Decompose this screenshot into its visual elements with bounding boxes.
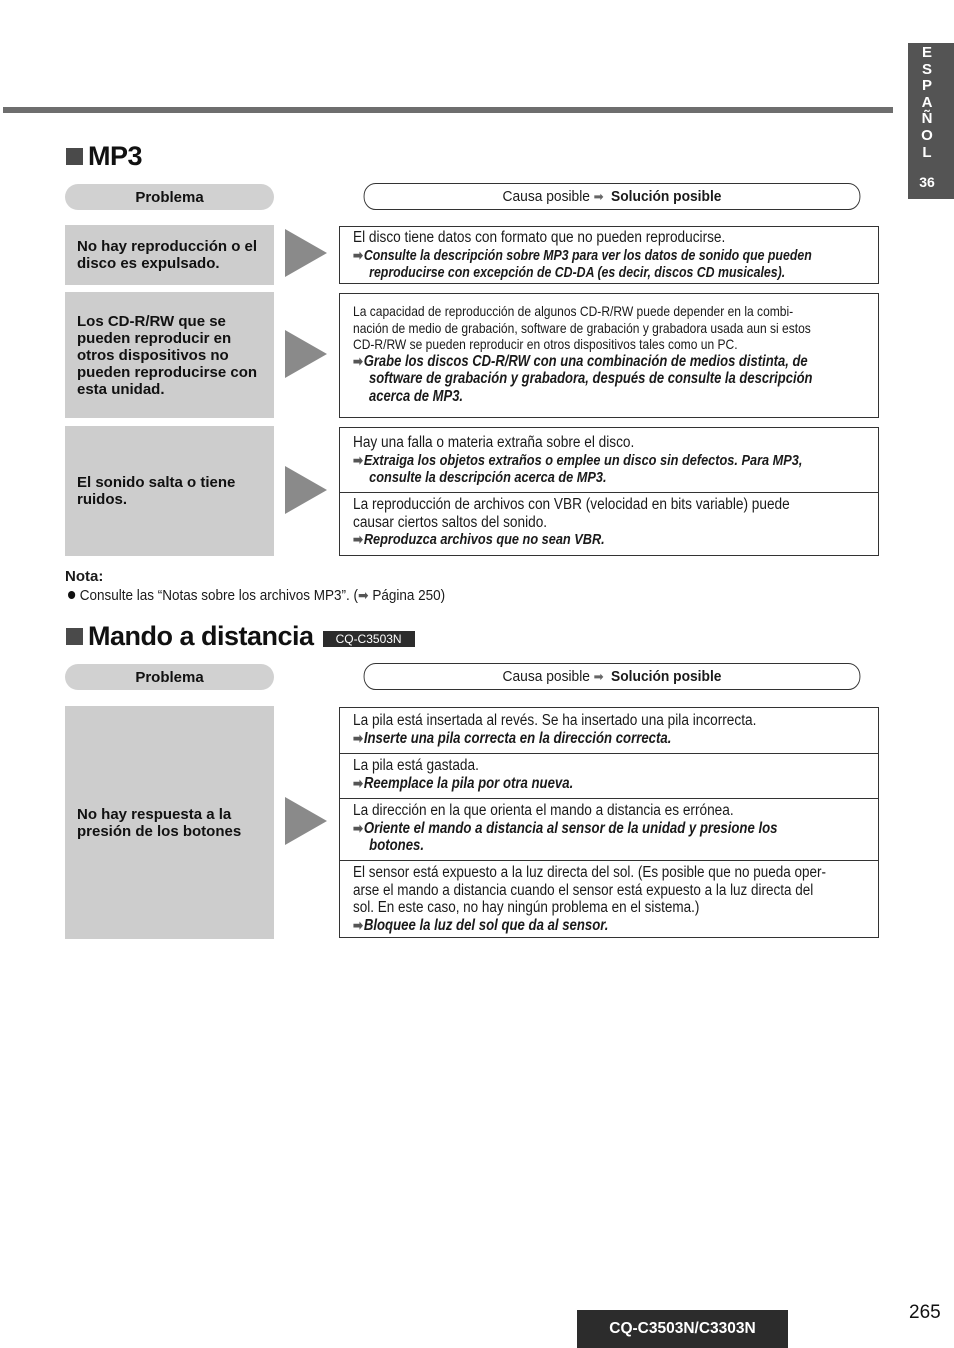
solution-text: reproducirse con excepción de CD-DA (es decir, discos CD musicales). [369,265,786,281]
note-page-ref[interactable]: Página 250) [368,587,446,604]
cause-text: El sensor está expuesto a la luz directa del sol. (Es posible que no pueda oper- [353,864,827,881]
cause-text: La reproducción de archivos con VBR (velocidad en bits variable) puede [353,496,790,513]
arrow-right-icon: ➡ [353,774,363,791]
cause-label: Causa posible [502,668,590,685]
cause-cell [340,294,878,417]
cause-cell [340,708,878,753]
language-letter: Ñ [921,110,933,128]
note-text-part: Consulte las “Notas sobre los archivos MP3”. ( [79,587,359,604]
mp3-title-text: MP3 [88,141,143,171]
arrow-right-icon: ➡ [358,587,369,603]
solution-text: Consulte la descripción sobre MP3 para ver los datos de sonido que pueden [363,247,812,264]
solution-text: Grabe los discos CD-R/RW con una combinación de medios distinta, de [363,352,808,370]
play-arrow-icon [285,797,327,845]
cause-text: La capacidad de reproducción de algunos CD-R/RW puede depender en la combi- [353,303,794,319]
solution-label: Solución posible [611,188,722,205]
solution-line [353,820,794,838]
mp3-section-title [66,141,142,172]
arrow-right-icon: ➡ [353,531,363,547]
solution-line [353,451,803,470]
language-letters [908,45,946,161]
cause-text: El disco tiene datos con formato que no pueden reproducirse. [353,229,726,246]
note-text [68,587,445,604]
solution-label: Solución posible [611,668,722,685]
cause-cell [340,753,878,798]
language-letter: A [921,93,933,111]
arrow-right-icon: ➡ [353,352,363,369]
remote-title-text: Mando a distancia [88,621,314,651]
section-number: 36 [919,174,935,190]
mp3-cause-box-3 [339,427,879,556]
arrow-right-icon: ➡ [353,916,363,933]
cause-text: causar ciertos saltos del sonido. [353,513,548,531]
remote-cause-box [339,707,879,938]
cause-cell [340,227,878,283]
cause-text: CD-R/RW se pueden reproducir en otros dispositivos tales como un PC. [353,336,738,352]
arrow-right-icon: ➡ [353,246,363,263]
arrow-right-icon: ➡ [593,668,604,684]
play-arrow-icon [285,229,327,277]
solution-line [353,917,794,935]
play-arrow-icon [285,466,327,514]
arrow-right-icon: ➡ [353,819,363,836]
cause-text: La dirección en la que orienta el mando a distancia es errónea. [353,802,734,819]
solution-text: Bloquee la luz del sol que da al sensor. [363,916,609,934]
page-number: 265 [909,1302,941,1323]
cause-cell [340,798,878,860]
cause-text: arse el mando a distancia cuando el sensor está expuesto a la luz directa del [353,881,814,899]
cause-text: Hay una falla o materia extraña sobre el disco. [353,434,635,451]
square-bullet-icon [66,628,83,645]
solution-text: botones. [369,837,425,854]
mp3-problem-3: El sonido salta o tiene ruidos. [65,426,274,556]
mp3-cause-header [364,183,861,210]
language-letter: E [921,44,932,61]
mp3-problem-2: Los CD-R/RW que se pueden reproducir en otros dispositivos no pueden reproducirse con esta unidad. [65,292,274,418]
solution-text: acerca de MP3. [368,387,464,405]
solution-line [353,775,794,793]
solution-text: software de grabación y grabadora, después de consulte la descripción [368,370,813,387]
language-tab [908,43,954,199]
note-label: Nota: [65,568,104,585]
cause-cell [340,860,878,937]
solution-text: Oriente el mando a distancia al sensor de la unidad y presione los [363,819,778,837]
remote-section-title [66,621,415,652]
cause-cell [340,492,878,555]
model-footer: CQ-C3503N/C3303N [577,1310,788,1348]
cause-text: La pila está insertada al revés. Se ha insertado una pila incorrecta. [353,712,757,729]
remote-cause-header [364,663,861,690]
top-rule [3,107,893,113]
bullet-dot-icon [68,591,75,599]
solution-line [353,352,808,371]
cause-text: sol. En este caso, no hay ningún problema en el sistema.) [353,899,700,916]
solution-line [353,246,812,266]
mp3-problem-1: No hay reproducción o el disco es expulsado. [65,225,274,285]
solution-line [353,531,794,549]
language-letter: O [921,126,933,144]
language-letter: S [921,60,932,78]
remote-problem-header: Problema [65,664,274,690]
solution-text: Inserte una pila correcta en la dirección correcta. [363,729,672,747]
cause-cell [340,428,878,492]
solution-text: Reproduzca archivos que no sean VBR. [363,531,605,548]
mp3-problem-header: Problema [65,184,274,210]
cause-text: nación de medio de grabación, software de grabación y grabadora usada aun si estos [353,319,811,336]
language-letter: L [922,143,932,161]
arrow-right-icon: ➡ [353,451,363,468]
arrow-right-icon: ➡ [593,188,604,204]
play-arrow-icon [285,330,327,378]
cause-label: Causa posible [502,188,590,205]
remote-problem-1: No hay respuesta a la presión de los botones [65,706,274,939]
square-bullet-icon [66,148,83,165]
solution-line [353,730,794,748]
arrow-right-icon: ➡ [353,729,363,746]
solution-text: Extraiga los objetos extraños o emplee un disco sin defectos. Para MP3, [363,451,803,469]
language-letter: P [921,77,932,95]
model-badge: CQ-C3503N [323,631,415,647]
mp3-cause-box-2 [339,293,879,418]
mp3-cause-box-1 [339,226,879,284]
solution-text: Reemplace la pila por otra nueva. [363,774,574,792]
cause-text: La pila está gastada. [353,757,479,774]
solution-text: consulte la descripción acerca de MP3. [369,469,607,486]
